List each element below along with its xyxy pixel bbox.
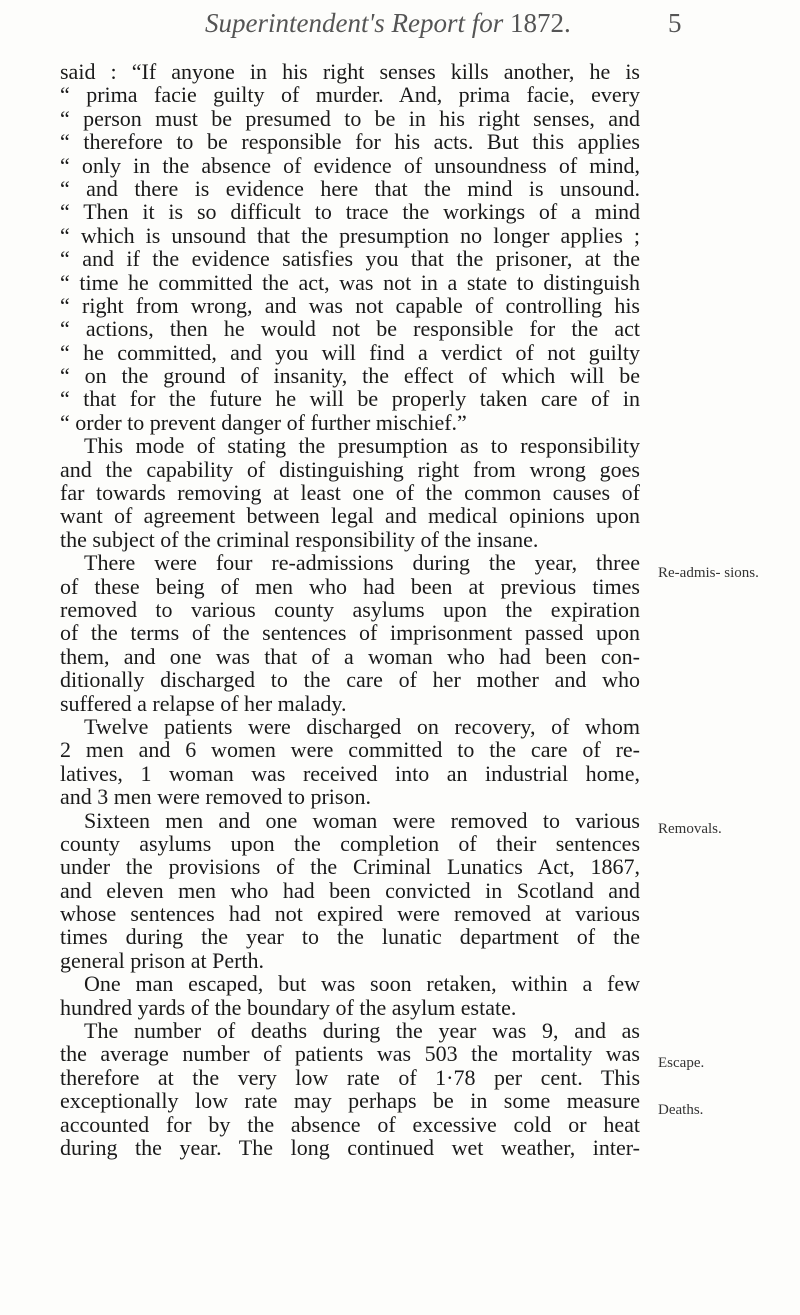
text-line: “ right from wrong, and was not capable of controlling his [60,292,640,318]
text-line: exceptionally low rate may perhaps be in some measure [60,1088,640,1114]
text-line: The number of deaths during the year was 9, and as [84,1018,640,1044]
text-line: This mode of stating the presumption as to responsibility [84,433,640,459]
body-text [60,60,640,1159]
text-line: “ and if the evidence satisfies you that the prisoner, at the [60,246,640,272]
text-line: “ he committed, and you will find a verdict of not guilty [60,339,640,365]
text-line: “ therefore to be responsible for his acts. But this applies [60,129,640,155]
text-line: There were four re-admissions during the year, three [84,550,640,576]
text-line: said : “If anyone in his right senses kills another, he is [60,59,640,84]
margin-note-readmissions: Re-admis- sions. [658,565,759,581]
text-line: county asylums upon the completion of their sentences [60,830,640,856]
text-line: “ prima facie guilty of murder. And, prima facie, every [60,82,640,108]
text-line: 2 men and 6 women were committed to the care of re- [60,737,640,763]
text-line: and the capability of distinguishing right from wrong goes [60,456,640,482]
text-line: removed to various county asylums upon the expiration [60,596,640,622]
text-line: Twelve patients were discharged on recovery, of whom [84,713,640,739]
text-line: of the terms of the sentences of imprisonment passed upon [60,620,640,646]
text-line: “ only in the absence of evidence of unsoundness of mind, [60,152,640,178]
text-line: “ actions, then he would not be responsible for the act [60,316,640,342]
text-line: far towards removing at least one of the common causes of [60,480,640,506]
text-line: suffered a relapse of her malady. [60,690,347,716]
margin-note-deaths: Deaths. [658,1102,704,1118]
page-number: 5 [668,8,682,38]
text-line: “ time he committed the act, was not in a state to distinguish [60,269,640,295]
text-line: One man escaped, but was soon retaken, within a few [84,971,640,997]
text-line: during the year. The long continued wet weather, inter- [60,1134,640,1160]
margin-note-removals: Removals. [658,821,722,837]
text-line: times during the year to the lunatic department of the [60,924,640,950]
text-line: “ which is unsound that the presumption no longer applies ; [60,222,640,248]
text-line: “ Then it is so difficult to trace the workings of a mind [60,199,640,225]
text-line: under the provisions of the Criminal Lunatics Act, 1867, [60,854,640,880]
text-line: “ and there is evidence here that the mind is unsound. [60,175,640,201]
text-line: the subject of the criminal responsibility of the insane. [60,526,539,552]
text-line: whose sentences had not expired were removed at various [60,901,640,927]
text-line: latives, 1 woman was received into an industrial home, [60,760,640,786]
running-title: Superintendent's Report for 1872. [205,8,571,38]
text-line: hundred yards of the boundary of the asylum estate. [60,994,517,1020]
text-line: “ order to prevent danger of further mischief.” [60,409,467,435]
text-line: general prison at Perth. [60,947,265,973]
text-line: them, and one was that of a woman who had been con- [60,643,640,669]
text-line: of these being of men who had been at previous times [60,573,640,599]
text-line: and 3 men were removed to prison. [60,784,371,810]
text-line: the average number of patients was 503 the mortality was [60,1041,640,1067]
text-line: “ that for the future he will be properly taken care of in [60,386,640,412]
text-line: therefore at the very low rate of 1·78 per cent. This [60,1064,640,1090]
text-line: “ person must be presumed to be in his right senses, and [60,105,640,131]
report-year: 1872. [510,8,571,38]
page-header [0,8,800,48]
text-line: Sixteen men and one woman were removed to various [84,807,640,833]
text-line: and eleven men who had been convicted in Scotland and [60,877,640,903]
text-line: accounted for by the absence of excessive cold or heat [60,1111,640,1137]
margin-note-escape: Escape. [658,1055,705,1071]
text-line: ditionally discharged to the care of her mother and who [60,667,640,693]
text-line: “ on the ground of insanity, the effect of which will be [60,363,640,389]
text-line: want of agreement between legal and medical opinions upon [60,503,640,529]
